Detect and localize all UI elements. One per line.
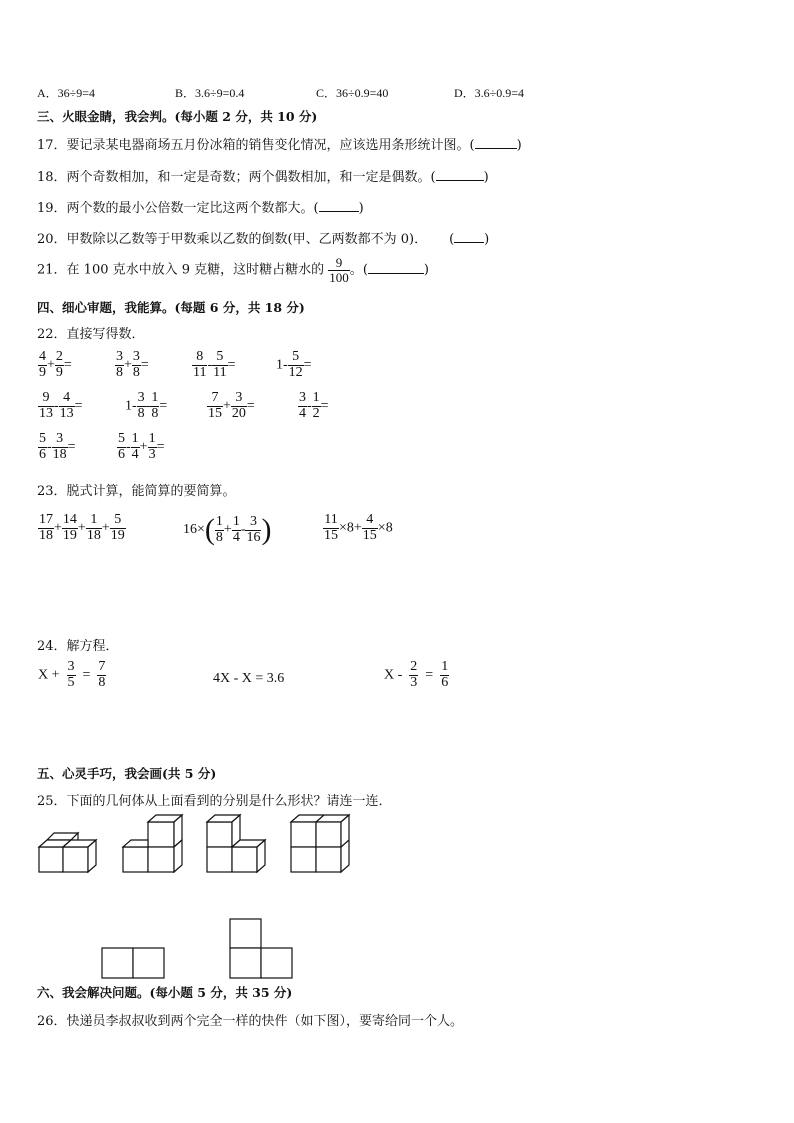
expr-22-4: 1- $\frac{5}{12}$ = — [276, 349, 312, 380]
expr-22-1: $\frac{4}{9}$ + $\frac{2}{9}$ = — [39, 349, 72, 380]
question-18: 18．两个奇数相加，和一定是奇数；两个偶数相加，和一定是偶数。( ) — [37, 170, 489, 185]
expr-22-9: $\frac{5}{6}$ - $\frac{3}{18}$ = — [39, 431, 76, 462]
top-view-1 — [102, 948, 164, 978]
question-24: 24．解方程． — [37, 639, 119, 654]
cube-figure-1 — [39, 833, 96, 872]
cube-figure-2 — [123, 815, 182, 872]
section4-heading: 四、细心审题，我能算。(每题 6 分，共 18 分) — [37, 300, 305, 315]
question-25: 25．下面的几何体从上面看到的分别是什么形状？请连一连． — [37, 794, 392, 809]
section3-heading: 三、火眼金睛，我会判。(每小题 2 分，共 10 分) — [37, 109, 318, 124]
top-view-2 — [230, 919, 292, 978]
section5-heading: 五、心灵手巧，我会画(共 5 分) — [37, 766, 217, 781]
expr-23-2: 16×( $\frac{1}{8}$ + $\frac{1}{4}$ - $\frac{3}{16}$ ) — [183, 513, 272, 546]
option-c: C．36÷0.9=40 — [316, 86, 389, 100]
equation-2: 4X - X = 3.6 — [213, 671, 285, 686]
option-d: D．3.6÷0.9=4 — [454, 86, 525, 100]
question-19: 19．两个数的最小公倍数一定比这两个数都大。( ) — [37, 201, 364, 216]
question-22: 22．直接写得数． — [37, 327, 145, 342]
equation-3: X - $\frac{2}{3}$ = $\frac{1}{6}$ — [384, 659, 449, 690]
option-a: A．36÷9=4 — [37, 86, 96, 100]
expr-22-3: $\frac{8}{11}$ - $\frac{5}{11}$ = — [193, 349, 236, 380]
cube-figure-4 — [291, 815, 349, 872]
expr-23-1: $\frac{17}{18}$ + $\frac{14}{19}$ + $\frac{1}{18}$ + $\frac{5}{19}$ — [39, 512, 125, 543]
expr-22-5: $\frac{9}{13}$ - $\frac{4}{13}$ = — [39, 390, 83, 421]
question-26: 26．快递员李叔叔收到两个完全一样的快件（如下图），要寄给同一个人。 — [37, 1014, 464, 1029]
expr-22-10: $\frac{5}{6}$ - $\frac{1}{4}$ + $\frac{1}{3}$ = — [118, 431, 165, 462]
equation-1: X + $\frac{3}{5}$ = $\frac{7}{8}$ — [38, 659, 106, 690]
expr-22-6: 1- $\frac{3}{8}$ - $\frac{1}{8}$ = — [125, 390, 168, 421]
expr-23-3: $\frac{11}{15}$ ×8+ $\frac{4}{15}$ ×8 — [324, 512, 393, 543]
question-21: 21．在 100 克水中放入 9 克糖，这时糖占糖水的 $\frac{9}{100}$ 。( ) — [37, 255, 429, 285]
expr-22-7: $\frac{7}{15}$ + $\frac{3}{20}$ = — [208, 390, 255, 421]
fraction-9-100: $\frac{9}{100}$ — [329, 255, 349, 285]
question-17: 17．要记录某电器商场五月份冰箱的销售变化情况，应该选用条形统计图。( ) — [37, 138, 522, 153]
cube-figure-3 — [207, 815, 265, 872]
expr-22-2: $\frac{3}{8}$ + $\frac{3}{8}$ = — [116, 349, 149, 380]
question-20: 20．甲数除以乙数等于甲数乘以乙数的倒数(甲、乙两数都不为 0)． ( ) — [37, 232, 490, 247]
expr-22-8: $\frac{3}{4}$ - $\frac{1}{2}$ = — [299, 390, 329, 421]
section6-heading: 六、我会解决问题。(每小题 5 分，共 35 分) — [37, 985, 293, 1000]
option-b: B．3.6÷9=0.4 — [175, 86, 245, 100]
question-23: 23．脱式计算，能简算的要简算。 — [37, 484, 236, 499]
